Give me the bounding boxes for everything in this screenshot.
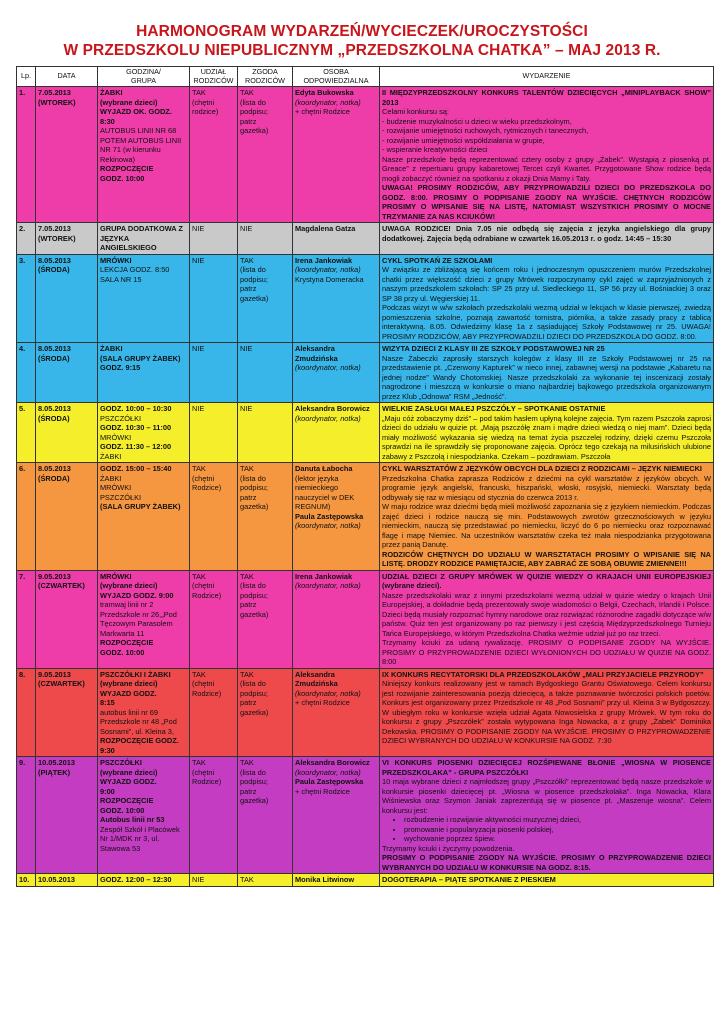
cell-udzial: NIE: [190, 403, 238, 463]
date-text: 10.05.2013: [38, 875, 75, 885]
cell-zgoda: TAK (lista do podpisu; patrz gazetka): [238, 668, 293, 757]
group-line: Markwarta 11: [100, 628, 145, 638]
cell-zgoda: NIE: [238, 403, 293, 463]
cell-date: [36, 87, 98, 223]
cell-udzial: TAK (chętni rodzice): [190, 87, 238, 223]
header-udzial: UDZIAŁ RODZICÓW: [190, 67, 238, 87]
cell-event: [380, 254, 714, 343]
group-line: (wybrane dzieci): [100, 97, 158, 107]
event-line: 10 maja wybrane dzieci z najmłodszej grupy „Pszczółki” reprezentować będą nasze przedszkole w konkursie piosenki dziecięcej pt. „Wiosna w piosence przedszkolaka”. Inga Nowacka, Klara Wiśniewska oraz Szymon Janiak zaprezentują się w piosence pt. „Maszeruje wiosna”. Celem konkursu jest:: [382, 777, 711, 815]
cell-osoba: [293, 343, 380, 403]
bullet-list: [404, 815, 711, 844]
cell-lp: 1.: [17, 87, 36, 223]
osoba-line: Irena Jankowiak: [295, 255, 353, 265]
osoba-line: (koordynator, notka): [295, 97, 361, 107]
event-line: PROSIMY O PODPISANIE ZGODY NA WYJŚCIE. PROSIMY O PRZYPROWADZENIE DZIECI WYBRANYCH DO UDZIAŁU W KONKURSIE NA GODZ. 8:15.: [382, 853, 711, 872]
day-text: (CZWARTEK): [38, 581, 85, 591]
group-line: Sosnami”, ul. Kleina 3,: [100, 726, 174, 736]
group-line: PSZCZÓŁKI: [100, 758, 142, 768]
event-line: UWAGA! PROSIMY RODZICÓW, ABY PRZYPROWADZILI DZIECI DO PRZEDSZKOLA DO GODZ. 8:00. PROSIMY O PODPISANIE ZGODY NA WYJŚCIE. CHĘTNYCH RODZICÓW PROSIMY O WPISANIE SIĘ NA LISTĘ, NATOMIAST WSZYSTKICH PROSIMY O MOCNE TRZYMANIE ZA NAS KCIUKÓW!: [382, 183, 711, 221]
group-line: GODZ. 10:00 – 10:30: [100, 404, 172, 414]
date-text: 7.05.2013: [38, 224, 71, 234]
group-line: MRÓWKI: [100, 432, 132, 442]
event-line: Trzymamy kciuki za udaną rywalizację. PROSIMY O PODPISANIE ZGODY NA WYJŚCIE. PROSIMY O PRZYPROWADZENIE DZIECI WYŁONIONYCH DO UDZIAŁU W QUIZIE NA GODZ. 8:00: [382, 638, 711, 667]
osoba-line: REGNUM): [295, 502, 331, 512]
group-line: PSZCZÓŁKI: [100, 492, 142, 502]
title-line-2: W PRZEDSZKOLU NIEPUBLICZNYM „PRZEDSZKOLNA CHATKA” – MAJ 2013 R.: [63, 42, 661, 59]
event-line: Trzymamy kciuki i życzymy powodzenia.: [382, 843, 515, 853]
osoba-line: Krystyna Domeracka: [295, 274, 364, 284]
group-line: (SALA GRUPY ŻABEK): [100, 353, 181, 363]
osoba-line: Edyta Bukowska: [295, 88, 354, 98]
group-line: MRÓWKI: [100, 483, 132, 493]
header-lp: Lp.: [17, 67, 36, 87]
osoba-line: Zmudzińska: [295, 679, 338, 689]
event-line: VI KONKURS PIOSENKI DZIECIĘCEJ ROZŚPIEWANE BŁONIE „WIOSNA W PIOSENCE PRZEDSZKOLAKA” - GRUPA PSZCZÓŁKI: [382, 758, 711, 777]
osoba-line: (koordynator, notka): [295, 767, 361, 777]
cell-group: [98, 757, 190, 874]
cell-group: [98, 87, 190, 223]
event-line: II MIĘDZYPRZEDSZKOLNY KONKURS TALENTÓW DZIECIĘCYCH „MINIPLAYBACK SHOW” 2013: [382, 88, 711, 107]
header-wydarzenie: WYDARZENIE: [380, 67, 714, 87]
group-line: GODZ. 10:30 – 11:00: [100, 423, 172, 433]
osoba-line: (koordynator, notka): [295, 265, 361, 275]
osoba-line: (koordynator, notka): [295, 688, 361, 698]
event-line: CYKL SPOTKAŃ ZE SZKOŁAMI: [382, 255, 493, 265]
cell-event: [380, 874, 714, 887]
cell-lp: 6.: [17, 463, 36, 571]
day-text: (CZWARTEK): [38, 679, 85, 689]
osoba-line: niemieckiego: [295, 483, 339, 493]
cell-date: [36, 403, 98, 463]
date-text: 9.05.2013: [38, 571, 71, 581]
group-line: MRÓWKI: [100, 255, 132, 265]
event-line: Niniejszy konkurs realizowany jest w ramach Bydgoskiego Grantu Oświatowego. Celem konkursu jest rozwijanie zainteresowania poezją dziecięcą, a także poznawanie twórczości polskich poetów. Konkurs jest organizowany przez Przedszkole nr 48 „Pod Sosnami” przy ul. Kleina 3 w Bydgoszczy. W ubiegłym roku w konkursie wzięła udział Agata Nowosielska z grupy Mrówek. W tym roku do konkursu z grupy „Pszczółek” została wytypowana Inga Nowacka, a z grupy „Żabek” Dominika Dekowska. PROSIMY O PODPISANIE ZGODY NA WYJŚCIE. PROSIMY O PRZYPROWADZENIE DZIECI WYBRANYCH DO UDZIAŁU W KONKURSIE NA GODZ. 7:30: [382, 679, 711, 746]
cell-lp: 8.: [17, 668, 36, 757]
group-line: WYJAZD GODZ.: [100, 688, 157, 698]
group-line: 8:30: [100, 116, 115, 126]
cell-lp: 10.: [17, 874, 36, 887]
table-body: [17, 87, 714, 887]
cell-date: [36, 668, 98, 757]
table-row: [17, 668, 714, 757]
group-line: GRUPA DODATKOWA Z: [100, 224, 183, 234]
cell-zgoda: NIE: [238, 343, 293, 403]
cell-zgoda: TAK (lista do podpisu; patrz gazetka): [238, 757, 293, 874]
cell-date: [36, 343, 98, 403]
event-line: Przedszkolna Chatka zaprasza Rodziców z dziećmi na cykl warsztatów z języków obcych. W programie język angielski, francuski, hiszpański, włoski, rosyjski, niemiecki. Warsztaty będą odbywały się raz w miesiącu od stycznia do czerwca 2013 r.: [382, 473, 711, 502]
cell-zgoda: TAK: [238, 874, 293, 887]
cell-udzial: NIE: [190, 223, 238, 255]
group-line: autobus linii nr 69: [100, 707, 158, 717]
table-header-row: [17, 67, 714, 87]
table-row: [17, 343, 714, 403]
cell-osoba: [293, 757, 380, 874]
group-line: GODZ. 15:00 – 15:40: [100, 464, 172, 474]
event-line: „Maju cóż zobaczymy dziś” – pod takim hasłem upłyną kolejne zajęcia. Tym razem Pszczoła zaprosi dzieci do udziału w quizie pt. „Mają pszczółę znam i mądre dzieci wiedzą o niej mam”. Dzieci będą miały możliwość wykazania się wiedzą na temat życia pszczelej rodziny, dzięki czemu Pszczoła sprawdzi na ile sprawdziły się proponowane zajęcia. Oprócz tego czekają na milusińskich ulubione zabawy z Pszczołą i niespodzianka. Czekam – pozdrawiam. Pszczoła: [382, 413, 711, 461]
cell-udzial: TAK (chętni Rodzice): [190, 463, 238, 571]
group-line: Przedszkole nr 26,„Pod: [100, 609, 177, 619]
cell-date: [36, 757, 98, 874]
day-text: (WTOREK): [38, 233, 76, 243]
event-line: Podczas wizyt w w/w szkołach przedszkolaki wezmą udział w lekcjach w klasie pierwszej, zwiedzą pomieszczenia szkolne, poznają zawartość tornistra, piórnika, a także zasady pracy z tablicą interaktywną. 8.05. Odwiedzimy klasę 1a z sąsiadującej Szkoły Podstawowej nr 25. UWAGA! PROSIMY RODZICÓW, ABY PRZYPROWADZILI DZIECI DO PRZEDSZKOLA DO GODZ. 8:00.: [382, 303, 711, 341]
group-line: ŻABKI: [100, 473, 122, 483]
group-line: SALA NR 15: [100, 274, 142, 284]
cell-event: [380, 570, 714, 668]
day-text: (PIĄTEK): [38, 767, 71, 777]
osoba-line: + chętni Rodzice: [295, 698, 350, 708]
title-line-1: HARMONOGRAM WYDARZEŃ/WYCIECZEK/UROCZYSTOŚCI: [136, 23, 588, 40]
cell-group: [98, 254, 190, 343]
cell-event: [380, 757, 714, 874]
group-line: GODZ. 10:00: [100, 173, 145, 183]
group-line: ROZPOCZĘCIE: [100, 164, 154, 174]
event-line: RODZICÓW CHĘTNYCH DO UDZIAŁU W WARSZTATACH PROSIMY O WPISANIE SIĘ NA LISTĘ. DRODZY RODZICE PAMIĘTAJCIE, ABY ZABRAĆ ZE SOBĄ OBUWIE ZMIENNE!!!: [382, 549, 711, 569]
cell-date: [36, 874, 98, 887]
cell-zgoda: TAK (lista do podpisu; patrz gazetka): [238, 463, 293, 571]
group-line: Stawowa 53: [100, 843, 141, 853]
table-row: [17, 254, 714, 343]
group-line: ŻABKI: [100, 344, 123, 354]
table-row: [17, 874, 714, 887]
cell-zgoda: TAK (lista do podpisu; patrz gazetka): [238, 254, 293, 343]
group-line: GODZ. 11:30 – 12:00: [100, 442, 172, 452]
document-title: [0, 22, 724, 60]
header-osoba: OSOBA ODPOWIEDZIALNA: [293, 67, 380, 87]
osoba-line: (koordynator, notka): [295, 521, 361, 531]
group-line: Zespół Szkół i Placówek: [100, 824, 180, 834]
date-text: 8.05.2013: [38, 255, 71, 265]
date-text: 8.05.2013: [38, 344, 71, 354]
cell-lp: 3.: [17, 254, 36, 343]
group-line: ROZPOCZĘCIE: [100, 638, 154, 648]
group-line: ŻABKI: [100, 451, 122, 461]
group-line: (wybrane dzieci): [100, 679, 158, 689]
header-zgoda: ZGODA RODZICÓW: [238, 67, 293, 87]
date-text: 7.05.2013: [38, 88, 71, 98]
cell-event: [380, 223, 714, 255]
cell-udzial: TAK (chętni Rodzice): [190, 570, 238, 668]
group-line: WYJAZD GODZ. 9:00: [100, 590, 174, 600]
group-line: ROZPOCZĘCIE GODZ.: [100, 736, 179, 746]
cell-udzial: NIE: [190, 254, 238, 343]
group-line: ROZPOCZĘCIE: [100, 796, 154, 806]
event-line: W maju rodzice wraz dziećmi będą mieli możliwość zapoznania się z językiem niemieckim. Podczas zajęć dzieci i rodzice nauczą się min. Podstawowych zwrotów grzecznościowych w języku niemieckim, nauczą się przedstawiać po niemiecku, liczyć do 6 po niemiecku oraz rozpoznawać flagę i mapę Niemiec. Na uczestników warsztatów czeka też mała niespodzianka przygotowana przez panią Danutę.: [382, 502, 711, 550]
cell-lp: 2.: [17, 223, 36, 255]
group-line: Przedszkole nr 48 „Pod: [100, 717, 177, 727]
osoba-line: + chętni Rodzice: [295, 107, 350, 117]
cell-group: [98, 874, 190, 887]
cell-osoba: [293, 87, 380, 223]
osoba-line: nauczyciel w DEK: [295, 492, 355, 502]
group-line: GODZ. 9:15: [100, 363, 141, 373]
cell-lp: 9.: [17, 757, 36, 874]
group-line: JĘZYKA ANGIELSKIEGO: [100, 233, 157, 253]
cell-osoba: [293, 223, 380, 255]
group-line: Rekinowa): [100, 154, 135, 164]
osoba-line: Paula Zastępowska: [295, 777, 364, 787]
event-line: UDZIAŁ DZIECI Z GRUPY MRÓWEK W QUIZIE WIEDZY O KRAJACH UNII EUROPEJSKIEJ (wybrane dzieci).: [382, 571, 711, 591]
osoba-line: (koordynator, notka): [295, 413, 361, 423]
group-line: Autobus linii nr 53: [100, 815, 165, 825]
group-line: WYJAZD GODZ.: [100, 777, 157, 787]
group-line: GODZ. 10:00: [100, 647, 145, 657]
event-line: - rozwijanie umiejętności współdziałania w grupie,: [382, 135, 545, 145]
osoba-line: (lektor języka: [295, 473, 339, 483]
day-text: (ŚRODA): [38, 353, 70, 363]
osoba-line: Paula Zastępowska: [295, 511, 364, 521]
event-line: Celami konkursu są:: [382, 107, 449, 117]
event-line: WIELKIE ZASŁUGI MAŁEJ PSZCZÓŁY – SPOTKANIE OSTATNIE: [382, 404, 606, 414]
group-line: Tęczowym Parasolem: [100, 619, 173, 629]
event-line: DOGOTERAPIA – PIĄTE SPOTKANIE Z PIESKIEM: [382, 875, 556, 885]
group-line: (SALA GRUPY ŻABEK): [100, 502, 181, 512]
group-line: GODZ. 10:00: [100, 805, 145, 815]
group-line: 9:30: [100, 745, 115, 755]
cell-lp: 4.: [17, 343, 36, 403]
group-line: POTEM AUTOBUS LINII: [100, 135, 182, 145]
cell-event: [380, 343, 714, 403]
cell-lp: 5.: [17, 403, 36, 463]
group-line: MRÓWKI: [100, 571, 132, 581]
day-text: (ŚRODA): [38, 413, 70, 423]
cell-osoba: [293, 668, 380, 757]
event-line: WIZYTA DZIECI Z KLASY III ZE SZKOŁY PODSTAWOWEJ NR 25: [382, 344, 605, 354]
bullet-item: • wychowanie poprzez śpiew.: [404, 834, 711, 844]
osoba-line: Danuta Łabocha: [295, 464, 353, 474]
osoba-line: (koordynator, notka): [295, 581, 361, 591]
schedule-table: [16, 66, 714, 887]
cell-osoba: [293, 403, 380, 463]
cell-osoba: [293, 570, 380, 668]
cell-zgoda: TAK (lista do podpisu; patrz gazetka): [238, 87, 293, 223]
osoba-line: Magdalena Gatza: [295, 224, 356, 234]
event-line: - rozwijanie umiejętności ruchowych, rytmicznych i tanecznych,: [382, 126, 589, 136]
osoba-line: + chętni Rodzice: [295, 786, 350, 796]
date-text: 8.05.2013: [38, 464, 71, 474]
osoba-line: Zmudzińska: [295, 353, 338, 363]
osoba-line: Monika Litwinow: [295, 875, 355, 885]
cell-date: [36, 223, 98, 255]
group-line: AUTOBUS LINII NR 68: [100, 126, 177, 136]
event-line: Nasze Żabeczki zaprosiły starszych kolegów z klasy III ze Szkoły Podstawowej nr 25 na przedstawienie pt. „Czerwony Kapturek” w nieco innej, zabawnej wersji na podstawie „Kabaretu na jednej nodze” Wandy Chotomskiej. Nasze przedszkolaki za wykonanie tej inscenizacji zostały nagrodzone i mieszczą w konkursie o miano najbardziej bajkowego przedszkola organizowanym przez Klub „Odnowa” RSM „Jedność”.: [382, 353, 711, 401]
cell-udzial: TAK (chętni Rodzice): [190, 757, 238, 874]
cell-osoba: [293, 874, 380, 887]
day-text: (WTOREK): [38, 97, 76, 107]
header-godzina: GODZINA/ GRUPA: [98, 67, 190, 87]
date-text: 10.05.2013: [38, 758, 75, 768]
group-line: (wybrane dzieci): [100, 581, 158, 591]
cell-udzial: TAK (chętni Rodzice): [190, 668, 238, 757]
group-line: (wybrane dzieci): [100, 767, 158, 777]
group-line: WYJAZD OK. GODZ.: [100, 107, 172, 117]
event-line: W związku ze zbliżającą się końcem roku i jednoczesnym opuszczeniem murów Przedszkolnej chatki przez większość dzieci z grupy Mrówek rozpoczynamy cykl zajęć w zaprzyjaźnionych z naszym przedszkolem szkołach: SP 25 przy ul. Siedleckiego 11, SP 56 przy ul. Bośniackiej 3 oraz SP 38 przy ul. Węgierskiej 11.: [382, 265, 711, 303]
cell-date: [36, 463, 98, 571]
group-line: PSZCZÓŁKI I ŻABKI: [100, 669, 171, 679]
event-line: IX KONKURS RECYTATORSKI DLA PRZEDSZKOLAKÓW „MALI PRZYJACIELE PRZYRODY”: [382, 669, 704, 679]
group-line: Nr 1/MDK nr 3, ul.: [100, 834, 160, 844]
day-text: (ŚRODA): [38, 265, 70, 275]
event-line: Nasze przedszkole będą reprezentować cztery osoby z grupy „Żabek”. Wystąpią z piosenką pt. Greace” z repertuaru grupy kabaretowej Tercet czyli Kwartet. Przygotowane Show rodzice będą mogli zobaczyć również na spotkaniu z okazji Dnia Mamy i Taty.: [382, 154, 711, 183]
cell-group: [98, 223, 190, 255]
table-row: [17, 87, 714, 223]
cell-group: [98, 668, 190, 757]
cell-event: [380, 463, 714, 571]
bullet-item: • promowanie i popularyzacja piosenki polskiej,: [404, 825, 711, 835]
cell-event: [380, 87, 714, 223]
group-line: 9:00: [100, 786, 115, 796]
cell-group: [98, 403, 190, 463]
event-line: - budzenie muzykalności u dzieci w wieku przedszkolnym,: [382, 116, 572, 126]
table-row: [17, 223, 714, 255]
group-line: PSZCZÓŁKI: [100, 413, 142, 423]
event-line: - wspieranie kreatywności dzieci: [382, 145, 488, 155]
cell-udzial: NIE: [190, 874, 238, 887]
event-line: CYKL WARSZTATÓW Z JĘZYKÓW OBCYCH DLA DZIECI Z RODZICAMI – JĘZYK NIEMIECKI: [382, 464, 702, 474]
cell-osoba: [293, 254, 380, 343]
event-line: Nasze przedszkolaki wraz z innymi przedszkolami wezmą udział w quizie wiedzy o krajach Unii Europejskiej, a dokładnie będą prezentowały swoje wiadomości o Belgii, Czechach, Irlandii i Polsce. Dzieci będą musiały rozpoznać hymny narodowe oraz rozwiązać różnorodne zagadki dotyczące w/w państw. Quiz ten jest organizowany po raz pierwszy i jest częścią Międzyprzedszkolnego Turnieju Tańca Europejskiego, w którym Przedszkolna Chatka weźmie udział już po raz trzeci.: [382, 590, 711, 638]
cell-group: [98, 570, 190, 668]
cell-zgoda: NIE: [238, 223, 293, 255]
table-row: [17, 403, 714, 463]
date-text: 9.05.2013: [38, 669, 71, 679]
header-data: DATA: [36, 67, 98, 87]
cell-date: [36, 254, 98, 343]
osoba-line: Aleksandra Borowicz: [295, 404, 370, 414]
group-line: LEKCJA GODZ. 8:50: [100, 265, 170, 275]
cell-lp: 7.: [17, 570, 36, 668]
table-row: [17, 463, 714, 571]
cell-event: [380, 668, 714, 757]
group-line: tramwaj linii nr 2: [100, 600, 154, 610]
cell-date: [36, 570, 98, 668]
cell-zgoda: TAK (lista do podpisu; patrz gazetka): [238, 570, 293, 668]
group-line: GODZ. 12:00 – 12:30: [100, 875, 172, 885]
osoba-line: Aleksandra: [295, 344, 335, 354]
osoba-line: Irena Jankowiak: [295, 571, 353, 581]
table-row: [17, 757, 714, 874]
group-line: 8:15: [100, 698, 115, 708]
cell-group: [98, 343, 190, 403]
group-line: NR 71 (w kierunku: [100, 145, 161, 155]
cell-group: [98, 463, 190, 571]
day-text: (ŚRODA): [38, 473, 70, 483]
cell-udzial: NIE: [190, 343, 238, 403]
osoba-line: Aleksandra Borowicz: [295, 758, 370, 768]
group-line: ŻABKI: [100, 88, 123, 98]
osoba-line: Aleksandra: [295, 669, 335, 679]
bullet-item: • rozbudzenie i rozwijanie aktywności muzycznej dzieci,: [404, 815, 711, 825]
date-text: 8.05.2013: [38, 404, 71, 414]
osoba-line: (koordynator, notka): [295, 363, 361, 373]
event-line: UWAGA RODZICE! Dnia 7.05 nie odbędą się zajęcia z języka angielskiego dla grupy dodatkowej. Zajęcia będą odrabiane w czwartek 16.05.2013 r. o godz. 14:45 – 15:30: [382, 224, 711, 243]
table-row: [17, 570, 714, 668]
cell-osoba: [293, 463, 380, 571]
cell-event: [380, 403, 714, 463]
